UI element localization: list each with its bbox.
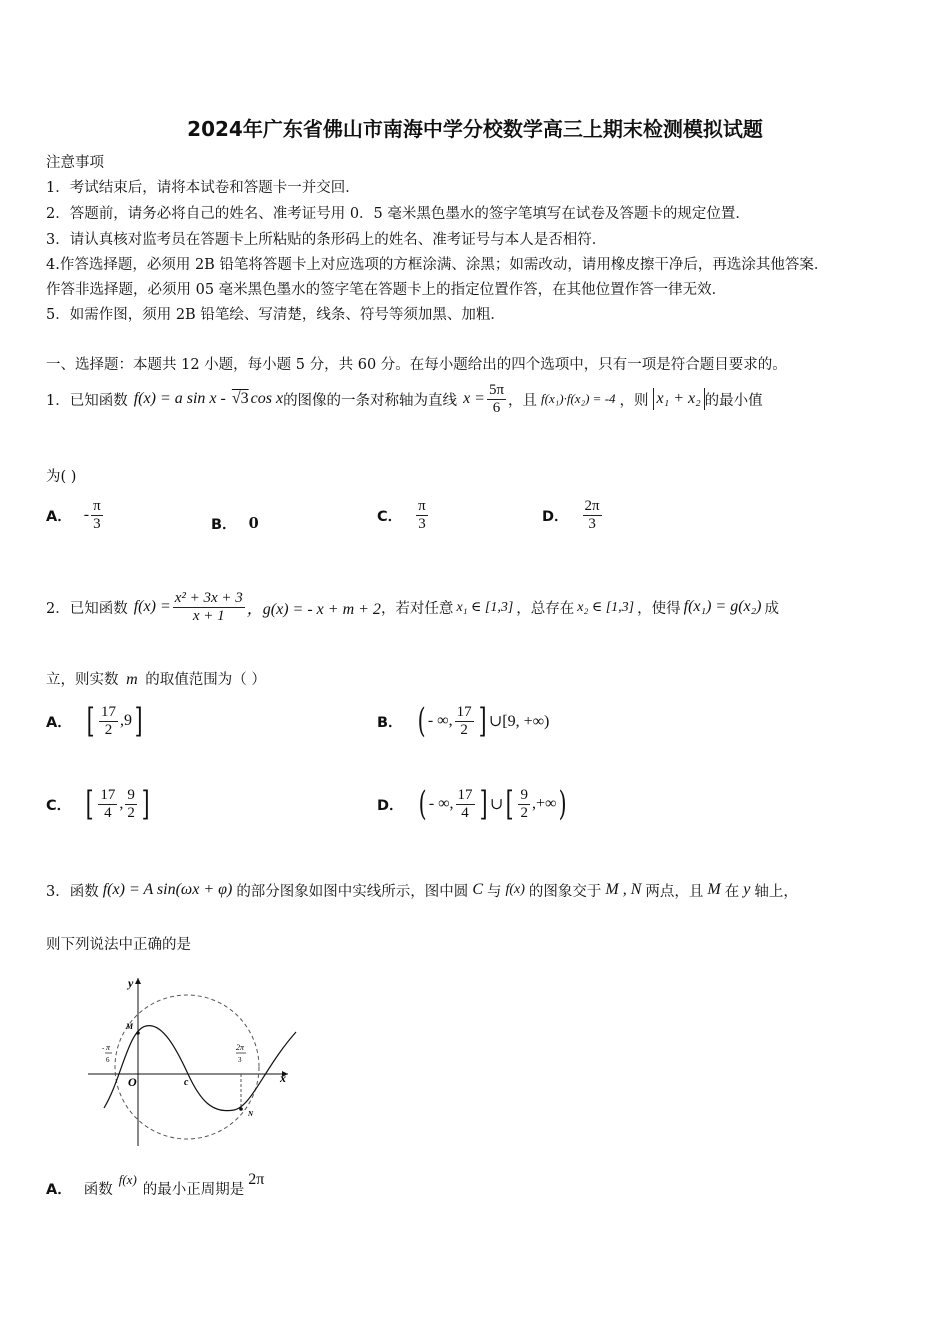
option-fx: f(x)	[118, 1171, 137, 1187]
option-mid: ∪	[489, 796, 504, 813]
tick-left-num: π	[106, 1043, 111, 1052]
frac-numerator: x² + 3x + 3	[174, 590, 243, 606]
comma: ,	[119, 795, 124, 812]
note-item: 5．如需作图，须用 2B 铅笔绘、写清楚，线条、符号等须加黑、加粗．	[46, 307, 505, 323]
q1-option-a	[46, 498, 105, 532]
q1-cos: cos x	[250, 390, 284, 407]
frac-denominator: 6	[492, 399, 501, 416]
frac-denominator: 4	[461, 804, 469, 821]
q3-function: f(x) = A sin(ωx + φ)	[102, 881, 233, 898]
q1-text: 的图像的一条对称轴为直线	[283, 392, 458, 409]
option-rest: ∪[9, +∞)	[488, 713, 550, 730]
bracket-left: [	[85, 784, 94, 824]
q3-text: 与	[486, 883, 502, 900]
frac-numerator: 17	[100, 787, 116, 803]
paren-left: (	[417, 701, 426, 741]
q2-text: ，使得	[637, 600, 681, 617]
frac-numerator: 17	[457, 787, 473, 803]
option-fraction	[583, 498, 602, 532]
bracket-right: ]	[141, 784, 150, 824]
frac-numerator: 9	[520, 787, 528, 803]
q1-sqrt: √3	[231, 390, 249, 407]
q2-function-f: f(x) =	[133, 598, 171, 615]
question-2	[46, 584, 779, 630]
q1-text: 1．已知函数	[46, 392, 128, 409]
option-rest: ,9	[120, 712, 132, 729]
frac-denominator: 2	[520, 804, 528, 821]
bracket-left: [	[505, 784, 514, 824]
option-pre: - ∞,	[427, 712, 453, 729]
q3-text: 的图象交于	[528, 883, 602, 900]
option-value: 2π	[248, 1170, 265, 1188]
q3-y: y	[743, 881, 751, 898]
q2-option-d	[377, 784, 570, 824]
option-fraction	[455, 704, 474, 738]
x-axis-label: x	[280, 1071, 286, 1085]
bracket-right: ]	[479, 784, 488, 824]
option-fraction	[91, 498, 103, 532]
q2-text: 2．已知函数	[46, 600, 128, 617]
q1-continuation: 为( )	[46, 469, 77, 485]
note-item: 4.作答选择题，必须用 2B 铅笔将答题卡上对应选项的方框涂满、涂黑；如需改动，请用橡皮擦干净后，再选涂其他答案．	[46, 257, 829, 273]
option-label: A．	[46, 508, 72, 525]
c-label: c	[184, 1077, 189, 1088]
q3-text: 两点，且	[645, 883, 704, 900]
q3-option-a	[46, 1170, 265, 1199]
q1-function: f(x) = a sin x -	[133, 390, 226, 407]
q2-continuation	[46, 668, 266, 689]
option-label: A．	[46, 1182, 72, 1198]
frac-denominator: 4	[104, 804, 112, 821]
page-title: 2024年广东省佛山市南海中学分校数学高三上期末检测模拟试题	[187, 117, 763, 141]
tick-right-den: 3	[238, 1056, 242, 1064]
q1-text: ，则	[619, 392, 649, 409]
frac-numerator: π	[418, 498, 426, 514]
q2-x2: x₂ ∈ [1,3]	[577, 599, 635, 615]
q1-fraction	[487, 382, 506, 416]
option-label: C．	[377, 508, 403, 525]
q2-option-a	[46, 701, 145, 741]
q2-m: m	[126, 671, 138, 688]
point-n	[239, 1107, 243, 1111]
option-fraction	[98, 787, 117, 821]
option-label: B．	[377, 714, 403, 731]
notes-heading: 注意事项	[46, 155, 104, 171]
option-label: A．	[46, 714, 72, 731]
bracket-right: ]	[134, 701, 143, 741]
frac-denominator: 3	[588, 515, 596, 532]
q2-text: 成	[764, 600, 780, 617]
option-fraction	[99, 704, 118, 738]
q3-fx: f(x)	[505, 882, 525, 897]
frac-numerator: 17	[101, 704, 116, 720]
frac-denominator: 2	[104, 721, 113, 738]
option-label: B．	[211, 517, 237, 533]
note-item: 3．请认真核对监考员在答题卡上所粘贴的条形码上的姓名、准考证号与本人是否相符．	[46, 232, 607, 248]
bracket-left: [	[86, 701, 95, 741]
q3-mn: M , N	[605, 881, 642, 898]
q1-text: ，且	[508, 392, 538, 409]
frac-denominator: x + 1	[192, 607, 225, 624]
frac-denominator: 3	[93, 515, 101, 532]
point-m	[136, 1031, 140, 1035]
question-3	[46, 870, 798, 910]
option-fraction	[125, 787, 137, 821]
option-value: 0	[248, 515, 259, 532]
y-axis-label: y	[128, 976, 134, 990]
bracket-right: ]	[478, 701, 487, 741]
option-text: 的最小正周期是	[142, 1182, 245, 1198]
q1-text: 的最小值	[704, 392, 763, 409]
option-fraction	[456, 787, 475, 821]
option-fraction	[518, 787, 530, 821]
q2-equation: f(x₁) = g(x₂)	[683, 598, 762, 615]
q3-continuation: 则下列说法中正确的是	[46, 937, 191, 953]
option-sign: -	[83, 506, 90, 523]
m-label: M	[126, 1022, 134, 1031]
option-label: D．	[542, 508, 569, 525]
question-1	[46, 376, 763, 422]
frac-numerator: 2π	[584, 498, 600, 514]
paren-left: (	[418, 784, 427, 824]
option-label: C．	[46, 797, 72, 814]
q1-option-b	[211, 513, 259, 534]
option-post: ,+∞	[531, 795, 557, 812]
frac-denominator: 2	[127, 804, 135, 821]
q2-text: ，总存在	[516, 600, 575, 617]
sine-curve	[104, 1026, 296, 1111]
q1-abs: x₁ + x₂	[653, 388, 705, 410]
q2-option-c	[46, 784, 152, 824]
q1-x-eq: x =	[463, 390, 485, 407]
paren-right: )	[559, 784, 568, 824]
note-item: 作答非选择题，必须用 05 毫米黑色墨水的签字笔在答题卡上的指定位置作答，在其他位置作答一律无效．	[46, 282, 727, 298]
q2-fraction	[173, 590, 245, 624]
option-pre: - ∞,	[428, 795, 454, 812]
q1-option-c	[377, 498, 430, 532]
q1-option-d	[542, 498, 604, 532]
tick-left-sign: -	[102, 1044, 105, 1052]
tick-right-num: 2π	[236, 1043, 245, 1052]
q2-option-b	[377, 701, 550, 741]
q2-x1: x₁ ∈ [1,3]	[456, 599, 514, 615]
frac-denominator: 2	[460, 721, 468, 738]
q2-text: 的取值范围为（ ）	[145, 672, 266, 688]
note-item: 2．答题前，请务必将自己的姓名、准考证号用 0．5 毫米黑色墨水的签字笔填写在试卷及答题卡的规定位置．	[46, 206, 750, 222]
q1-condition: f(x₁)·f(x₂) = -4	[541, 391, 616, 406]
frac-numerator: 9	[127, 787, 135, 803]
q3-figure	[84, 968, 304, 1153]
frac-numerator: 5π	[488, 382, 505, 398]
option-text: 函数	[83, 1182, 113, 1198]
section-header: 一、选择题：本题共 12 小题，每小题 5 分，共 60 分。在每小题给出的四个选项中，只有一项是符合题目要求的。	[46, 357, 787, 373]
origin-label: O	[128, 1075, 137, 1089]
q3-text: 在	[724, 883, 740, 900]
frac-denominator: 3	[418, 515, 426, 532]
tick-left-den: 6	[106, 1056, 110, 1064]
q3-m: M	[707, 881, 721, 898]
circle-c	[115, 995, 259, 1139]
n-label: N	[248, 1110, 254, 1118]
q2-text: 立，则实数	[46, 672, 119, 688]
q3-text: 的部分图象如图中实线所示，图中圆	[236, 883, 469, 900]
note-item: 1．考试结束后，请将本试卷和答题卡一并交回．	[46, 180, 360, 196]
q2-text: ，若对任意	[380, 600, 454, 617]
frac-numerator: π	[93, 498, 101, 514]
q2-function-g: ，g(x) = - x + m + 2	[246, 600, 381, 618]
q3-text: 3．函数	[46, 883, 99, 900]
q3-circle-c: C	[472, 881, 483, 898]
q3-text: 轴上，	[754, 883, 798, 900]
option-label: D．	[377, 797, 404, 814]
option-fraction	[416, 498, 428, 532]
frac-numerator: 17	[456, 704, 472, 720]
